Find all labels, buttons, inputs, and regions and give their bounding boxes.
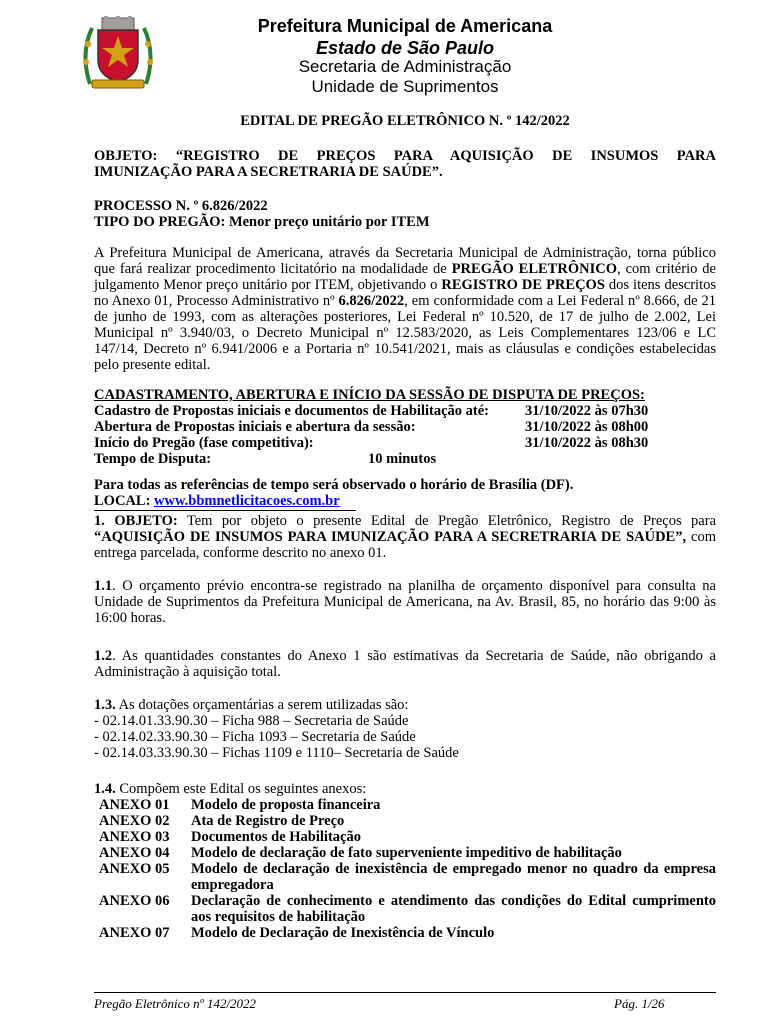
footer-document-label: Pregão Eletrônico nº 142/2022 <box>94 996 257 1011</box>
tipo-pregao-value: : Menor preço unitário por ITEM <box>220 214 430 230</box>
section-1-4-text: Compõem este Edital os seguintes anexos: <box>115 781 367 797</box>
processo-number: PROCESSO N. º 6.826/2022 <box>94 198 268 214</box>
edital-title: EDITAL DE PREGÃO ELETRÔNICO N. º 142/2022 <box>240 113 570 129</box>
intro-text-4: , em conformidade com a Lei Federal nº 8.666, de 21 de junho de 1993, com as alterações posteriores, Lei Federal nº 10.520, de 17 de julho de 2.002, Lei Municipal nº 3.940/03, o Decreto Municipal nº 12.583/2020, as Leis Complementares 123/06 e LC 147/14, Decreto nº 6.941/2006 e a Portaria nº 10.541/2021, mais as cláusulas e condições estabelecidas pelo presente edital. <box>94 293 717 373</box>
local-line <box>94 493 716 509</box>
intro-bold-registro: REGISTRO DE PREÇOS <box>441 277 605 293</box>
header-state: Estado de São Paulo <box>315 38 495 58</box>
section-1-2 <box>94 648 716 680</box>
schedule-value: 31/10/2022 às 07h30 <box>525 403 649 419</box>
tipo-pregao <box>94 214 716 230</box>
section-1-text: Tem por objeto o presente Edital de Pregão Eletrônico, Registro de Preços para <box>177 513 717 529</box>
section-1-2-text: . As quantidades constantes do Anexo 1 são estimativas da Secretaria de Saúde, não obrigando a Administração à aquisição total. <box>94 648 716 680</box>
intro-paragraph <box>94 245 716 373</box>
header-unit: Unidade de Suprimentos <box>311 77 499 96</box>
section-1-2-number: 1.2 <box>94 648 113 664</box>
schedule-row <box>94 419 716 435</box>
tempo-disputa-label: Tempo de Disputa: <box>94 451 212 467</box>
section-1-1-text: . O orçamento prévio encontra-se registrado na planilha de orçamento disponível para consulta na Unidade de Suprimentos da Prefeitura Municipal de Americana, na Av. Brasil, 85, no horário das 9:00 às 16:00 horas. <box>94 578 716 626</box>
divider-line <box>94 510 356 511</box>
section-1-objeto <box>94 513 716 561</box>
schedule-label: Início do Pregão (fase competitiva): <box>94 435 314 451</box>
annex-row <box>94 797 716 813</box>
coat-of-arms-logo <box>78 14 158 94</box>
annex-code: ANEXO 03 <box>99 829 170 845</box>
annex-description: Modelo de declaração de inexistência de empregado menor no quadro da empresa empregadora <box>191 861 716 893</box>
section-1-1-number: 1.1 <box>94 578 113 594</box>
intro-text-3: dos itens descritos no Anexo 01, Processo Administrativo nº <box>94 277 716 309</box>
annex-description: Modelo de declaração de fato superveniente impeditivo de habilitação <box>191 845 622 861</box>
section-1-3-number: 1.3. <box>94 697 116 713</box>
annex-code: ANEXO 06 <box>99 893 170 909</box>
annex-code: ANEXO 05 <box>99 861 170 877</box>
schedule-label: Cadastro de Propostas iniciais e documentos de Habilitação até: <box>94 403 489 419</box>
annex-description: Declaração de conhecimento e atendimento das condições do Edital cumprimento aos requisitos de habilitação <box>191 893 716 925</box>
annex-row <box>94 845 716 861</box>
section-1-3 <box>94 697 716 761</box>
bbmnet-link[interactable]: www.bbmnetlicitacoes.com.br <box>154 493 340 509</box>
local-label: LOCAL: <box>94 493 155 509</box>
dotacao-item: - 02.14.03.33.90.30 – Fichas 1109 e 1110– Secretaria de Saúde <box>94 745 459 761</box>
section-1-bold-object: “AQUISIÇÃO DE INSUMOS PARA IMUNIZAÇÃO PARA A SECRETRARIA DE SAÚDE”, <box>94 529 687 545</box>
header-municipality: Prefeitura Municipal de Americana <box>257 16 553 36</box>
objeto-heading <box>94 148 716 180</box>
annex-row <box>94 861 716 893</box>
annex-description: Modelo de proposta financeira <box>191 797 381 813</box>
dotacao-item: - 02.14.01.33.90.30 – Ficha 988 – Secretaria de Saúde <box>94 713 409 729</box>
tipo-pregao-label: TIPO DO PREGÃO <box>94 214 221 230</box>
annex-row <box>94 925 716 941</box>
cadastro-title: CADASTRAMENTO, ABERTURA E INÍCIO DA SESSÃO DE DISPUTA DE PREÇOS: <box>94 387 645 403</box>
dotacao-item: - 02.14.02.33.90.30 – Ficha 1093 – Secretaria de Saúde <box>94 729 416 745</box>
annex-row <box>94 893 716 925</box>
objeto-heading-line2: IMUNIZAÇÃO PARA A SECRETRARIA DE SAÚDE”. <box>94 164 443 180</box>
annex-description: Modelo de Declaração de Inexistência de Vínculo <box>191 925 495 941</box>
header-secretariat: Secretaria de Administração <box>298 57 512 76</box>
cadastro-section <box>94 387 716 467</box>
schedule-label: Abertura de Propostas iniciais e abertura da sessão: <box>94 419 416 435</box>
annex-code: ANEXO 02 <box>99 813 170 829</box>
annex-code: ANEXO 04 <box>99 845 170 861</box>
tempo-disputa-value: 10 minutos <box>368 451 437 467</box>
objeto-heading-line1: OBJETO: “REGISTRO DE PREÇOS PARA AQUISIÇÃO DE INSUMOS PARA <box>94 148 716 164</box>
schedule-value: 31/10/2022 às 08h00 <box>525 419 649 435</box>
annex-code: ANEXO 07 <box>99 925 170 941</box>
section-1-text-2: com entrega parcelada, conforme descrito no anexo 01. <box>94 529 716 561</box>
intro-text-1: A Prefeitura Municipal de Americana, através da Secretaria Municipal de Administração, torna público que fará realizar procedimento licitatório na modalidade de <box>94 245 716 277</box>
schedule-value: 31/10/2022 às 08h30 <box>525 435 649 451</box>
schedule-row <box>94 435 716 451</box>
section-1-4 <box>94 781 716 941</box>
annex-row <box>94 829 716 845</box>
intro-bold-processo: 6.826/2022 <box>338 293 405 309</box>
annex-code: ANEXO 01 <box>99 797 170 813</box>
section-1-4-number: 1.4. <box>94 781 116 797</box>
intro-text-2: , com critério de julgamento Menor preço unitário por ITEM, objetivando o <box>94 261 716 293</box>
tempo-disputa-row <box>94 451 716 467</box>
annex-description: Ata de Registro de Preço <box>191 813 345 829</box>
schedule-row <box>94 403 716 419</box>
section-1-1 <box>94 578 716 626</box>
footer-page-number: Pág. 1/26 <box>614 996 665 1011</box>
section-1-number: 1. OBJETO: <box>94 513 178 529</box>
brasilia-note: Para todas as referências de tempo será observado o horário de Brasília (DF). <box>94 477 574 493</box>
footer-divider <box>94 992 716 993</box>
annex-row <box>94 813 716 829</box>
annex-description: Documentos de Habilitação <box>191 829 361 845</box>
section-1-3-text: As dotações orçamentárias a serem utilizadas são: <box>115 697 409 713</box>
intro-bold-pregao: PREGÃO ELETRÔNICO <box>451 261 617 277</box>
